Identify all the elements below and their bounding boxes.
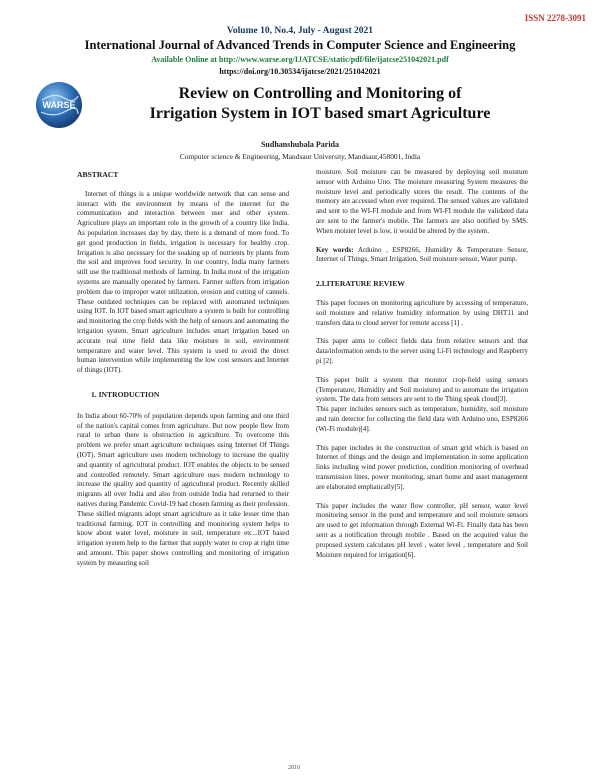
- keywords-text: Arduino , ESP8266, Humidity & Temperature Sensor, Internet of Things, Smart Irrigation, Soil moisture sensor, Water pump.: [316, 245, 528, 264]
- right-column: [316, 168, 528, 569]
- lit-paragraph: This paper includes in the construction of smart grid which is based on Internet of things and the design and implementation in some application links including wind power prediction, condition monitoring of overhead transmission lines, power monitoring, smart home and asset management are elaborated emphatically[5].: [316, 443, 528, 491]
- issn: ISSN 2278-3091: [524, 13, 586, 23]
- paper-title: [70, 84, 570, 124]
- abstract-heading: ABSTRACT: [77, 170, 119, 179]
- logo-text: WARSE: [42, 100, 76, 110]
- lit-paragraph: This paper built a system that monitor crop-field using sensors (Temperature, Humidity and Soil moisture) and to automate the irrigation system. The data from sensors are sent to the Thing speak cloud[3]. This paper includes sensors such as temperature, humidity, soil moisture and rain detector for collecting the field data with Arduino uno, ESP8266 (Wi-Fi module)[4].: [316, 375, 528, 433]
- abstract-text: Internet of things is a unique worldwide network that can sense and interact with the environment by means of the internet for the communication and interaction between user and other system. Agriculture plays an important role in the growth of a country like India. As population increases day by day, there is a demand of more food. To get good production in fields, irrigation is necessary for healthy crop. Irrigation is also necessary for the soaking up of nutrients by plants from the soil and improves food security. In our country, India many farmers still use the traditional methods of farming. In India most of the irrigation systems are manually operated by farmers. Farmer suffers from irrigation problem due to improper water utilization, erosion and cutting of cannels. These outdated techniques can be replaced with automated techniques using IOT. In IOT based smart agriculture a system is built for controlling and monitoring the crop fields with the help of sensors and automating the irrigation system. Smart agriculture includes smart irrigation based on accurate real time field data like moisture in soil, environment temperature and water level. This system is used to avoid the direct human intervention while implementing the low cost sensors and Internet of things (IOT).: [77, 189, 289, 375]
- doi-link[interactable]: https://doi.org/10.30534/ijatcse/2021/251042021: [219, 67, 381, 76]
- title-line-1: Review on Controlling and Monitoring of: [178, 85, 462, 102]
- intro-continuation: moisture. Soil moisture can be measured by deploying soil moisture sensor with Arduino Uno. The moisture measuring System measures the moisture level and periodically stores the result. The contents of the memory are accessed when ever required. The sensed values are validated and sent to the WI-FI module and from WI-FI module the validated data are sent to the farmer's mobile. The farmers are also notified by SMS. When moister level is low, it would be altered by the system.: [316, 168, 528, 235]
- title-line-2: Irrigation System in IOT based smart Agriculture: [149, 105, 491, 122]
- volume-info: Volume 10, No.4, July - August 2021: [226, 26, 374, 36]
- available-online-link[interactable]: Available Online at http://www.warse.org/IJATCSE/static/pdf/file/ijatcse251042021.pdf: [151, 55, 449, 64]
- keywords-label: Key words:: [316, 245, 354, 254]
- introduction-heading: 1. INTRODUCTION: [91, 389, 160, 399]
- left-column: [77, 170, 289, 577]
- author: Sudhanshubala Parida: [260, 140, 340, 149]
- lit-paragraph: This paper aims to collect fields data from relative sensors and that data/information sends to the server using Li-Fi technology and Raspberry pi [2].: [316, 337, 528, 365]
- affiliation: Computer science & Engineering, Mandsaur University, Mandsaur,458001, India: [179, 152, 421, 161]
- introduction-text: In India about 60-70% of population depends upon farming and one third of the nation's capital comes from agriculture. But now people flew from rural to urban there is obstruction in agriculture. To overcome this problem we prefer smart agriculture techniques using Internet Of Things (IOT). Smart agriculture uses modern technology to increase the quality and quantity of agricultural product. IOT enables the objects to be sensed and controlled remotely. Smart agriculture uses modern technology to increase the quality and quantity of agricultural product. Recently skilled migrants all over India and also from outside India had returned to their natives during Pandemic Covid-19 had chosen farming as their profession. These skilled migrants adopt smart agriculture as it take lesser time than traditional farming. IOT in controlling and monitoring system helps to know about water level, moisture in soil, temperature etc...IOT based irrigation system help to the farmer that supply water to crop at right time and amount. This paper shows controlling and monitoring of irrigation system by measuring soil: [77, 411, 289, 567]
- lit-paragraph: This paper includes the water flow controller, pH sensor, water level monitoring sensor in the pond and temperature and soil moisture sensors are used to get information through External Wi-Fi. Finally data has been sent as a notification through mobile . Based on the acquired value the proposed system calculates pH level , water level , temperature and Soil Moisture required for irrigation[6].: [316, 501, 528, 559]
- page-number: 2810: [288, 765, 300, 771]
- keywords: [316, 246, 528, 266]
- journal-name: International Journal of Advanced Trends in Computer Science and Engineering: [84, 38, 516, 52]
- literature-heading: 2.LITERATURE REVIEW: [316, 279, 405, 289]
- lit-paragraph: This paper focuses on monitoring agriculture by accessing of temperature, soil moisture and relative humidity information by using DHT11 and transfers data to cloud server for remote access [1] .: [316, 298, 528, 327]
